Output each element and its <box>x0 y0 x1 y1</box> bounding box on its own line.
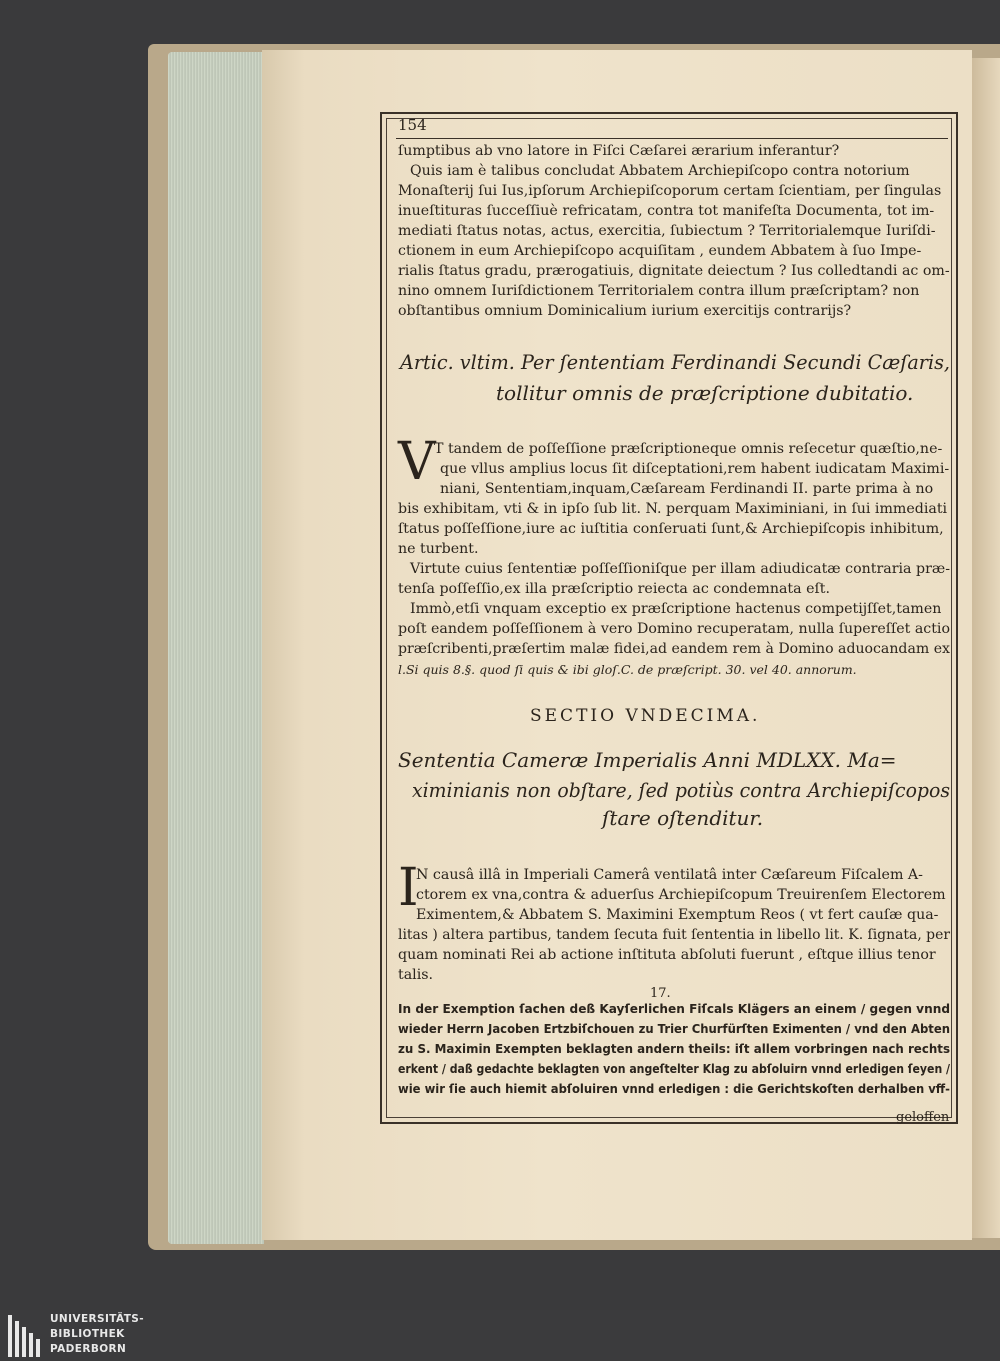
text-line: Immò,etſi vnquam exceptio ex præſcriptione hactenus competijſſet,tamen <box>410 601 942 617</box>
section-heading: ximinianis non obſtare, ſed potiùs contra Archiepiſcopos <box>412 778 951 802</box>
text-line: T tandem de poſſeſſione præſcriptioneque omnis reſecetur quæſtio,ne- <box>434 441 943 457</box>
section-title: SECTIO VNDECIMA. <box>530 706 761 726</box>
text-line: que vllus amplius locus ſit diſceptationi,rem habent iudicatam Maximi- <box>440 461 950 477</box>
section-heading: ſtare oſtenditur. <box>602 806 764 830</box>
text-line: obſtantibus omnium Dominicalium iurium exercitijs contrarijs? <box>398 303 852 319</box>
facing-page-edge <box>972 58 1000 1238</box>
text-line: litas ) altera partibus, tandem ſecuta fuit ſententia in libello lit. K. ſignata, per <box>398 927 951 943</box>
library-name: UNIVERSITÄTS- <box>50 1313 145 1325</box>
fraktur-line: In der Exemption ſachen deß Kayſerlichen Fiſcals Klägers an einem / gegen vnnd <box>398 1002 951 1017</box>
fraktur-line: wieder Herrn Jacoben Ertzbiſchouen zu Trier Churfürſten Eximenten / vnd den Abten <box>398 1022 950 1037</box>
fraktur-line: erkent / daß gedachte beklagten von angeſtelter Klag zu abſoluirn vnnd erledigen ſeyen / <box>398 1062 951 1077</box>
text-line: ſtatus poſſeſſione,iure ac iuſtitia conſeruati ſunt,& Archiepiſcopis inhibitum, <box>398 521 944 537</box>
margin-marker: 17. <box>650 986 671 1001</box>
text-line: tenſa poſſeſſio,ex illa præſcriptio reiecta ac condemnata eſt. <box>398 581 830 597</box>
text-line: ctionem in eum Archiepiſcopo acquiſitam , eundem Abbatem à ſuo Impe- <box>398 243 922 259</box>
text-line: rialis ſtatus gradu, prærogatiuis, dignitate deiectum ? Ius colledtandi ac om- <box>398 263 950 279</box>
drop-cap: I <box>398 858 419 918</box>
text-line: præſcribenti,præſertim malæ fidei,ad eandem rem à Domino aduocandam ex <box>398 641 950 657</box>
text-line: mediati ſtatus notas, actus, exercitia, ſubiectum ? Territorialemque Iuriſdi- <box>398 223 936 239</box>
text-line: bis exhibitam, vti & in ipſo ſub lit. N. perquam Maximiniani, in ſui immediati <box>398 501 948 517</box>
article-heading: Artic. vltim. Per ſententiam Ferdinandi Secundi Cæſaris, <box>400 350 951 374</box>
text-line: nino omnem Iuriſdictionem Territorialem contra illum præſcriptam? non <box>398 283 920 299</box>
text-line: Eximentem,& Abbatem S. Maximini Exemptum Reos ( vt fert cauſæ qua- <box>416 907 939 923</box>
page-edges <box>168 52 264 1244</box>
page-number: 154 <box>398 116 427 134</box>
article-heading: tollitur omnis de præſcriptione dubitatio. <box>496 381 914 405</box>
text-line: N causâ illâ in Imperiali Camerâ ventilatâ inter Cæſareum Fiſcalem A- <box>416 867 923 883</box>
footer-bar <box>0 1310 1000 1361</box>
legal-citation: l.Si quis 8.§. quod ſi quis & ibi gloſ.C. de præſcript. 30. vel 40. annorum. <box>398 662 857 677</box>
text-line: Virtute cuius ſententiæ poſſeſſioniſque per illam adiudicatæ contraria præ- <box>410 561 951 577</box>
catchword: geloffen <box>896 1110 950 1125</box>
fraktur-line: wie wir ſie auch hiemit abſoluiren vnnd erledigen : die Gerichtskoſten derhalben vff- <box>398 1082 950 1097</box>
text-line: poſt eandem poſſeſſionem à vero Domino recuperatam, nulla ſupereſſet actio <box>398 621 950 637</box>
text-line: inueſtituras ſucceſſiuè refricatam, contra tot manifeſta Documenta, tot im- <box>398 203 935 219</box>
header-rule <box>396 138 948 139</box>
text-line: ne turbent. <box>398 541 479 557</box>
library-name: PADERBORN <box>50 1343 127 1355</box>
library-logo-icon <box>6 1313 44 1359</box>
text-line: niani, Sententiam,inquam,Cæſaream Ferdinandi II. parte prima à no <box>440 481 934 497</box>
section-heading: Sententia Cameræ Imperialis Anni MDLXX. Ma= <box>398 748 897 772</box>
drop-cap: V <box>398 432 436 492</box>
text-line: ſumptibus ab vno latore in Fiſci Cæſarei ærarium inferantur? <box>398 143 840 159</box>
text-line: Quis iam è talibus concludat Abbatem Archiepiſcopo contra notorium <box>410 163 910 179</box>
text-line: Monaſterij ſui Ius,ipſorum Archiepiſcoporum certam ſcientiam, per ſingulas <box>398 183 942 199</box>
text-line: ctorem ex vna,contra & aduerſus Archiepiſcopum Treuirenſem Electorem <box>416 887 946 903</box>
text-line: quam nominati Rei ab actione inſtituta abſoluti fuerunt , eſtque illius tenor <box>398 947 936 963</box>
library-name: BIBLIOTHEK <box>50 1328 125 1340</box>
text-line: talis. <box>398 967 434 983</box>
fraktur-line: zu S. Maximin Exempten beklagten andern theils: iſt allem vorbringen nach rechts <box>398 1042 951 1057</box>
